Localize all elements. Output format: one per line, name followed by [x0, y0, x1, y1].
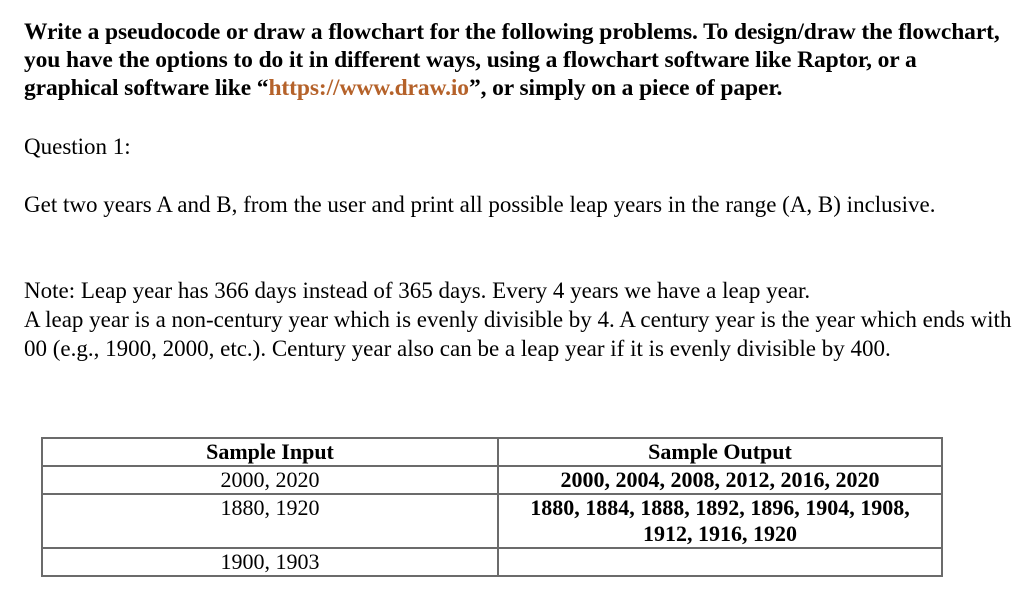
table-row — [42, 548, 942, 576]
question-title: Question 1: — [24, 134, 131, 159]
sample-io-table — [41, 437, 943, 577]
question-body: Get two years A and B, from the user and print all possible leap years in the range (A, B) inclusive. — [24, 192, 936, 217]
sample-input-cell: 2000, 2020 — [42, 466, 498, 494]
table-header-row — [42, 438, 942, 466]
table-row — [42, 466, 942, 494]
note-line-2: A leap year is a non-century year which is evenly divisible by 4. A century year is the year which ends with 00 (e.g., 1900, 2000, etc.). Century year also can be a leap year if it is evenly divisible by 400. — [24, 307, 1012, 361]
leap-year-note — [24, 276, 1014, 363]
table-row — [42, 494, 942, 548]
header-sample-output: Sample Output — [498, 438, 942, 466]
drawio-link[interactable]: https://www.draw.io — [268, 75, 469, 101]
sample-input-cell: 1900, 1903 — [42, 548, 498, 576]
note-line-1: Note: Leap year has 366 days instead of 365 days. Every 4 years we have a leap year. — [24, 278, 811, 303]
instructions-paragraph — [24, 18, 1014, 102]
instructions-text: Write a pseudocode or draw a flowchart for the following problems. To design/draw the flowchart, you have the options to do it in different ways, using a flowchart software like Raptor, or a graphical software like “ — [24, 19, 1000, 101]
instructions-text-end: ”, or simply on a piece of paper. — [468, 75, 783, 101]
sample-input-cell: 1880, 1920 — [42, 494, 498, 548]
sample-output-cell: 2000, 2004, 2008, 2012, 2016, 2020 — [498, 466, 942, 494]
sample-output-cell: 1880, 1884, 1888, 1892, 1896, 1904, 1908, 1912, 1916, 1920 — [498, 494, 942, 548]
sample-output-cell — [498, 548, 942, 576]
header-sample-input: Sample Input — [42, 438, 498, 466]
